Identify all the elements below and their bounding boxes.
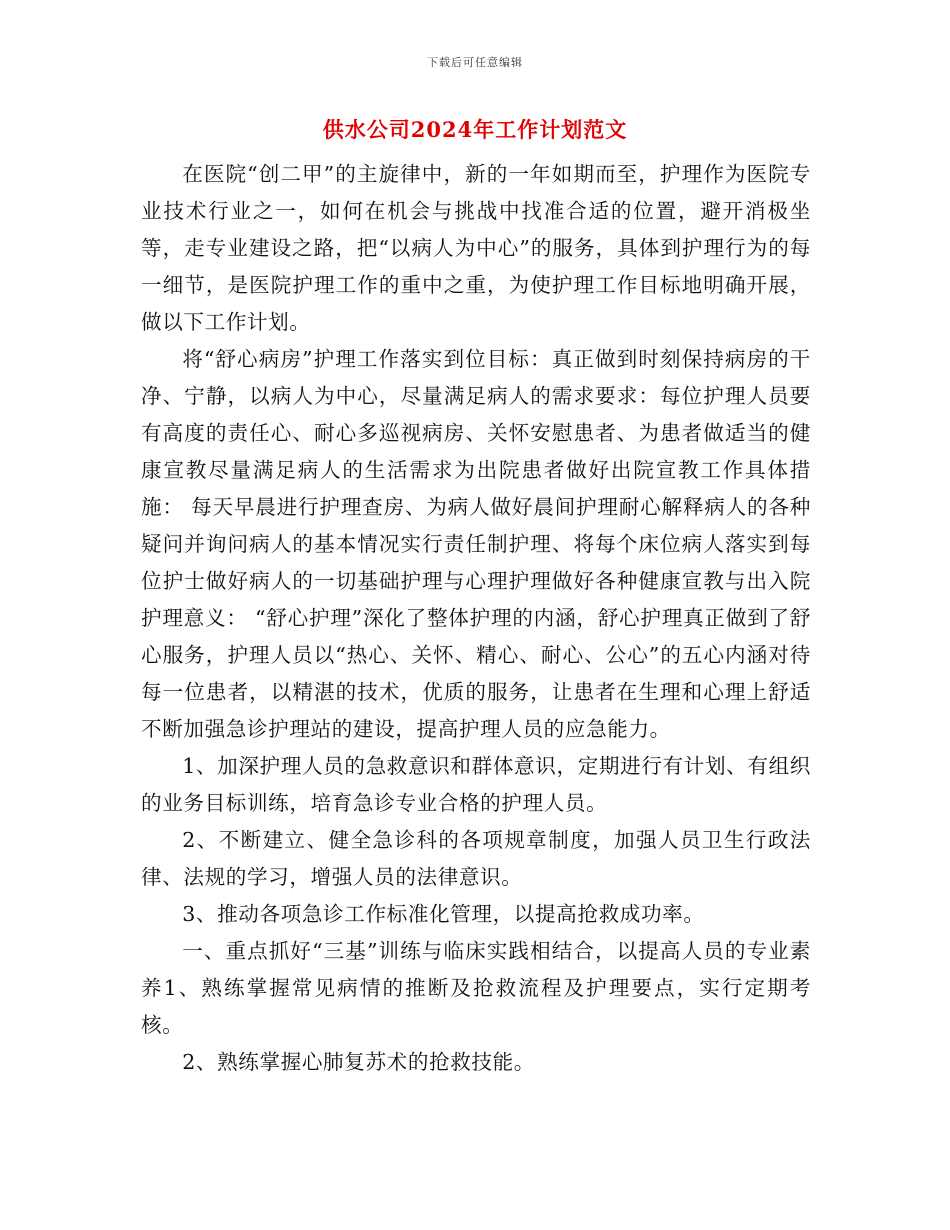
document-title: 供水公司2024年工作计划范文: [322, 117, 628, 142]
paragraph: 2、熟练掌握心肺复苏术的抢救技能。: [182, 1050, 535, 1074]
paragraph: 一、重点抓好“三基”训练与临床实践相结合，以提高人员的专业素养1、熟练掌握常见病情的推断及抢救流程及护理要点，实行定期考核。: [141, 939, 811, 1037]
document-body: [141, 156, 811, 1081]
paragraph: 在医院“创二甲”的主旋律中，新的一年如期而至，护理作为医院专业技术行业之一，如何在机会与挑战中找准合适的位置，避开消极坐等，走专业建设之路，把“以病人为中心”的服务，具体到护理行为的每一细节，是医院护理工作的重中之重，为使护理工作目标地明确开展，做以下工作计划。: [141, 162, 811, 334]
paragraph: 将“舒心病房”护理工作落实到位目标：真正做到时刻保持病房的干净、宁静，以病人为中心，尽量满足病人的需求要求：每位护理人员要有高度的责任心、耐心多巡视病房、关怀安慰患者、为患者做适当的健康宣教尽量满足病人的生活需求为出院患者做好出院宣教工作具体措施： 每天早晨进行护理查房、为病人做好晨间护理耐心解释病人的各种疑问并询问病人的基本情况实行责任制护理、将每个床位病人落实到每位护士做好病人的一切基础护理与心理护理做好各种健康宣教与出入院护理意义： “舒心护理”深化了整体护理的内涵，舒心护理真正做到了舒心服务，护理人员以“热心、关怀、精心、耐心、公心”的五心内涵对待每一位患者，以精湛的技术，优质的服务，让患者在生理和心理上舒适不断加强急诊护理站的建设，提高护理人员的应急能力。: [141, 347, 811, 741]
paragraph: 3、推动各项急诊工作标准化管理，以提高抢救成功率。: [182, 902, 705, 926]
paragraph: 2、不断建立、健全急诊科的各项规章制度，加强人员卫生行政法律、法规的学习，增强人员的法律意识。: [141, 828, 811, 889]
paragraph: 1、加深护理人员的急救意识和群体意识，定期进行有计划、有组织的业务目标训练，培育急诊专业合格的护理人员。: [141, 754, 811, 815]
header-note: 下载后可任意编辑: [427, 56, 523, 69]
